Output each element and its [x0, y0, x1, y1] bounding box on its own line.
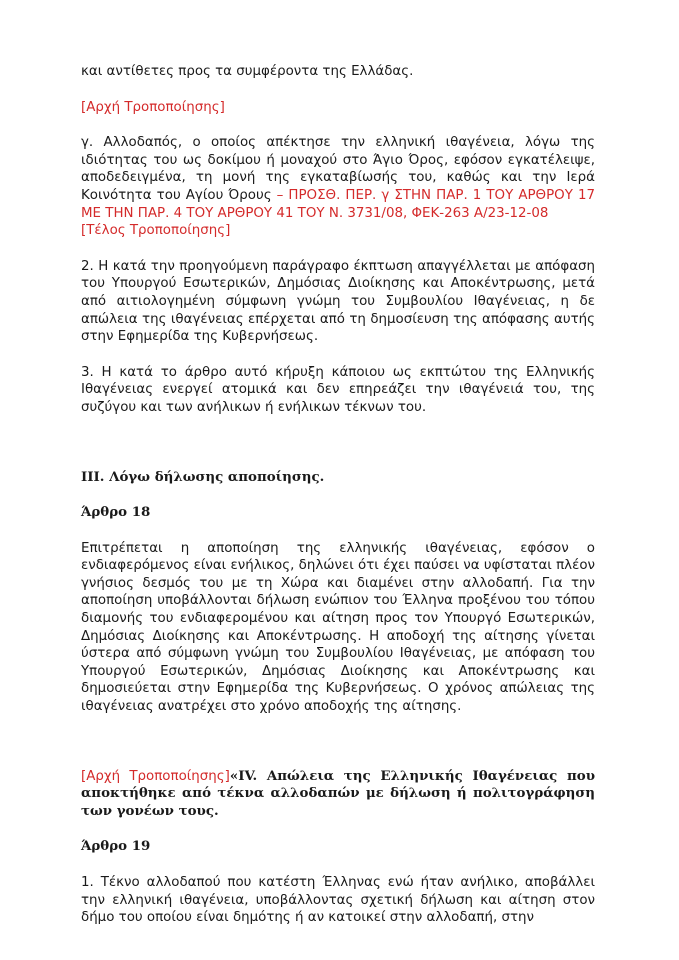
- section-iii-heading: ΙΙΙ. Λόγω δήλωσης αποποίησης.: [81, 468, 325, 485]
- paragraph-3: 3. Η κατά το άρθρο αυτό κήρυξη κάποιου ως εκπτώτου της Ελληνικής Ιθαγένειας ενεργεί ατομικά και δεν επηρεάζει την ιθαγένειά του, της συζύγου και των ανήλικων ή ενήλικων τέκνων του.: [81, 364, 595, 415]
- article-19-paragraph: 1. Τέκνο αλλοδαπού που κατέστη Έλληνας ενώ ήταν ανήλικο, αποβάλλει την ελληνική ιθαγένεια, υποβάλλοντας σχετική δήλωση και αίτηση στον δήμο του οποίου είναι δημότης ή αν κατοικεί στην αλλοδαπή, στην: [81, 875, 595, 926]
- amendment-end-marker: [Τέλος Τροποποίησης]: [81, 223, 231, 239]
- article-18-paragraph: Επιτρέπεται η αποποίηση της ελληνικής ιθαγένειας, εφόσον ο ενδιαφερόμενος είναι ενήλικος, δηλώνει ότι έχει παύσει να υφίσταται πλέον γνήσιος δεσμός του με τη Χώρα και διαμένει στην αλλοδαπή. Για την αποποίηση υποβάλλονται δήλωση ενώπιον του Έλληνα προξένου του τόπου διαμονής του ενδιαφερομένου και αίτηση προς τον Υπουργό Εσωτερικών, Δημόσιας Διοίκησης και Αποκέντρωσης. Η αποδοχή της αίτησης γίνεται ύστερα από σύμφωνη γνώμη του Συμβουλίου Ιθαγένειας, με απόφαση του Υπουργού Εσωτερικών, Δημόσιας Διοίκησης και Αποκέντρωσης και δημοσιεύεται στην Εφημερίδα της Κυβερνήσεως. Ο χρόνος απώλειας της ιθαγένειας ανατρέχει στο χρόνο αποδοχής της αίτησης.: [81, 540, 595, 715]
- amendment-start-marker-2: [Αρχή Τροποποίησης]: [81, 768, 230, 784]
- amendment-note: – ΠΡΟΣΘ. ΠΕΡ. γ ΣΤΗΝ ΠΑΡ. 1 ΤΟΥ ΑΡΘΡΟΥ 17 ΜΕ ΤΗΝ ΠΑΡ. 4 ΤΟΥ ΑΡΘΡΟΥ 41 ΤΟΥ Ν. 3731/08, ΦΕΚ-263 Α/23-12-08: [81, 187, 595, 221]
- paragraph-2: 2. Η κατά την προηγούμενη παράγραφο έκπτωση απαγγέλλεται με απόφαση του Υπουργού Εσωτερικών, Δημόσιας Διοίκησης και Αποκέντρωσης, μετά από αιτιολογημένη σύμφωνη γνώμη του Συμβουλίου Ιθαγένειας, η δε απώλεια της ιθαγένειας επέρχεται από τη δημοσίευση της απόφασης αυτής στην Εφημερίδα της Κυβερνήσεως.: [81, 258, 595, 345]
- section-iv-heading: [81, 768, 595, 821]
- amendment-start-marker: [Αρχή Τροποποίησης]: [81, 99, 225, 115]
- article-19-heading: Άρθρο 19: [81, 838, 151, 855]
- paragraph-g-text: γ. Αλλοδαπός, ο οποίος απέκτησε την ελληνική ιθαγένεια, λόγω της ιδιότητας του ως δοκίμου ή μοναχού στο Άγιο Όρος, εφόσον εγκατέλειψε, αποδεδειγμένα, τη μονή της εγκαταβίωσής του, καθώς και την Ιερά Κοινότητα του Αγίου Όρους: [81, 135, 595, 203]
- section-iv-title: «IV. Απώλεια της Ελληνικής Ιθαγένειας που αποκτήθηκε από τέκνα αλλοδαπών με δήλωση ή πολιτογράφηση των γονέων τους.: [81, 767, 596, 819]
- intro-paragraph: και αντίθετες προς τα συμφέροντα της Ελλάδας.: [81, 64, 414, 79]
- paragraph-g: [81, 134, 595, 240]
- article-18-heading: Άρθρο 18: [81, 504, 151, 521]
